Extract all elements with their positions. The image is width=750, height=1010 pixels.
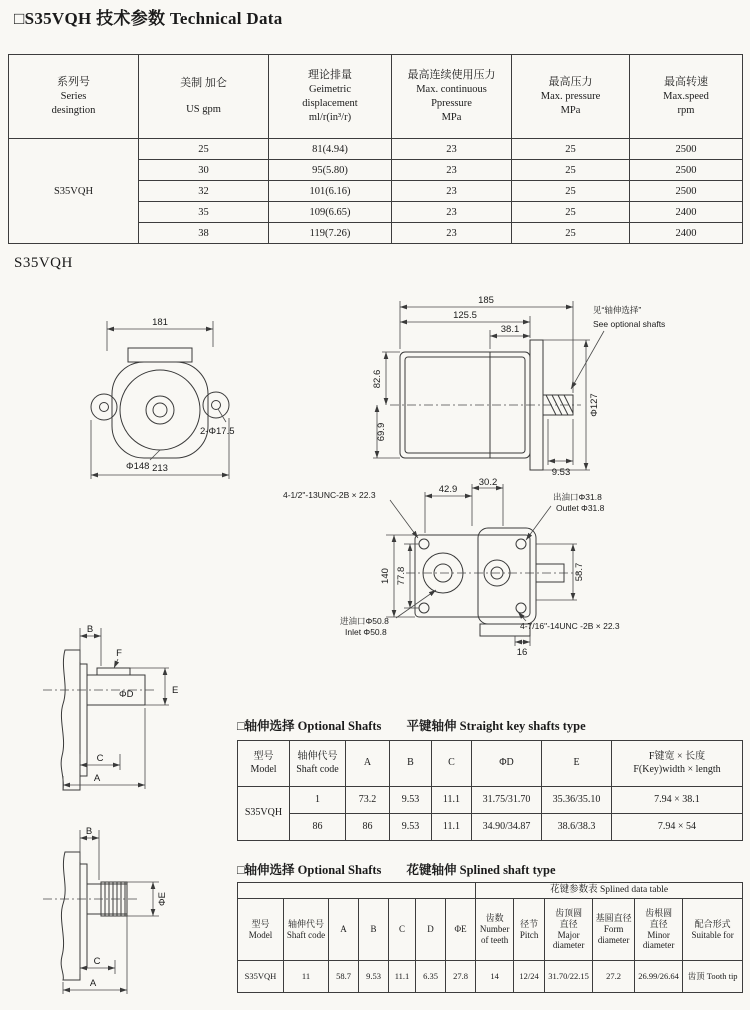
header-line: Suitable for — [691, 929, 734, 940]
ss-cell: 12/24 — [514, 961, 545, 993]
side-view-dimension-lines — [373, 301, 604, 470]
ks-cell: 86 — [346, 814, 390, 841]
spline-shaft-dim-a-label: A — [89, 978, 97, 989]
key-shaft-body — [61, 650, 145, 790]
ks-cell: 31.75/31.70 — [472, 787, 542, 814]
outlet-label-en: Outlet Φ31.8 — [556, 503, 605, 513]
header-line: Major — [557, 929, 580, 940]
key-shaft-dim-e-label: E — [172, 685, 179, 696]
header-line: displacement — [302, 97, 358, 109]
spec-cell: 95(5.80) — [269, 160, 392, 181]
side-flange-dia-dim-label: Φ127 — [589, 393, 600, 417]
ss-header-teeth — [476, 899, 514, 961]
spec-cell: 35 — [139, 202, 269, 223]
spec-cell: 2500 — [630, 139, 743, 160]
rear-thread-bottom-label: 4-7/16"-14UNC -2B × 22.3 — [520, 621, 620, 631]
ss-cell: 27.2 — [593, 961, 635, 993]
spec-cell: 30 — [139, 160, 269, 181]
ss-header-blank — [238, 883, 476, 899]
side-body-dim-label: 125.5 — [453, 310, 477, 321]
ss-header-e: ΦE — [446, 899, 476, 961]
spec-cell: 25 — [512, 181, 630, 202]
ss-header-major — [545, 899, 593, 961]
header-line: US gpm — [186, 103, 221, 115]
header-line: Number — [479, 924, 510, 935]
key-shaft-detail-drawing — [15, 612, 220, 817]
spec-cell: 23 — [392, 181, 512, 202]
header-line: Minor — [647, 929, 670, 940]
header-line: diameter — [642, 940, 675, 951]
ss-header-form — [593, 899, 635, 961]
header-line: rpm — [677, 104, 695, 116]
ks-header-model — [238, 741, 290, 787]
spline-shaft-dim-c-label: C — [93, 956, 101, 967]
header-line: 齿根圆 — [645, 907, 673, 918]
spec-cell: 25 — [139, 139, 269, 160]
ss-header-d: D — [416, 899, 446, 961]
header-line: desingtion — [51, 104, 96, 116]
ss-header-model — [238, 899, 284, 961]
spline-shaft-title: □轴伸选择 Optional Shafts — [237, 863, 382, 877]
spec-cell: 25 — [512, 202, 630, 223]
ks-header-d: ΦD — [472, 741, 542, 787]
side-port-face-dim-label: 38.1 — [500, 324, 520, 335]
header-line: 型号 — [253, 751, 274, 762]
header-max-pressure — [512, 55, 630, 139]
inlet-label-en: Inlet Φ50.8 — [345, 627, 387, 637]
spline-shaft-table — [237, 882, 743, 993]
ks-cell: 73.2 — [346, 787, 390, 814]
spec-cell: 23 — [392, 223, 512, 244]
spec-cell: 109(6.65) — [269, 202, 392, 223]
ss-header-shaft-code — [284, 899, 329, 961]
ss-header-c: C — [389, 899, 416, 961]
header-line: F(Key)width × length — [633, 763, 721, 775]
spec-cell: 25 — [512, 160, 630, 181]
ks-cell: 34.90/34.87 — [472, 814, 542, 841]
ks-header-b: B — [390, 741, 432, 787]
ks-header-e: E — [542, 741, 612, 787]
header-displacement — [269, 55, 392, 139]
ks-cell: 7.94 × 54 — [612, 814, 743, 841]
header-line: 最高连续使用压力 — [407, 68, 496, 81]
header-line: Max.speed — [663, 90, 709, 102]
ss-header-suitable — [683, 899, 743, 961]
header-line: 最高转速 — [664, 75, 708, 88]
spline-shaft-dim-e-label: ΦE — [157, 892, 168, 906]
spec-cell: 23 — [392, 139, 512, 160]
header-us-gpm — [139, 55, 269, 139]
header-max-continuous-pressure — [392, 55, 512, 139]
spec-cell: 2400 — [630, 223, 743, 244]
ss-cell: S35VQH — [238, 961, 284, 993]
header-line: 型号 — [251, 918, 270, 929]
ss-cell: 11.1 — [389, 961, 416, 993]
spline-shaft-dim-b-label: B — [85, 826, 93, 837]
rear-dim-140-label: 140 — [380, 568, 391, 584]
key-shaft-subtitle: 平键轴伸 Straight key shafts type — [406, 719, 586, 733]
header-line: 最高压力 — [548, 75, 593, 88]
rear-dim-16-label: 16 — [516, 647, 528, 658]
rear-thread-top-label: 4-1/2"-13UNC-2B × 22.3 — [283, 490, 376, 500]
header-line: Shaft code — [286, 929, 326, 940]
header-line: of teeth — [480, 934, 509, 945]
rear-dim-30-2-label: 30.2 — [478, 477, 498, 488]
header-line: diameter — [552, 940, 585, 951]
spec-cell: 2500 — [630, 160, 743, 181]
front-top-width-dim-label: 181 — [152, 317, 168, 328]
spline-shaft-subtitle: 花键轴伸 Splined shaft type — [406, 863, 556, 877]
outlet-label-cn: 出油口Φ31.8 — [553, 492, 602, 502]
header-line: Series — [60, 90, 87, 102]
header-line: 齿数 — [485, 913, 504, 924]
header-line: 轴伸代号 — [287, 918, 324, 929]
header-line: ml/r(in³/r) — [308, 112, 352, 123]
front-mount-holes-dim-label: 2-Φ17.5 — [200, 426, 235, 437]
ks-cell: 9.53 — [390, 787, 432, 814]
inlet-label-cn: 进油口Φ50.8 — [340, 616, 389, 626]
page-title: □S35VQH 技术参数 Technical Data — [14, 9, 283, 28]
technical-data-table — [8, 54, 743, 244]
header-line: Pitch — [519, 929, 539, 940]
header-line: Model — [250, 763, 277, 775]
key-shaft-table — [237, 740, 743, 841]
spec-cell: 25 — [512, 139, 630, 160]
rear-dim-77-8-label: 77.8 — [396, 566, 407, 586]
ss-header-minor — [635, 899, 683, 961]
side-lower-height-dim-label: 69.9 — [376, 422, 387, 442]
key-shaft-dim-d-label: ΦD — [119, 689, 134, 700]
ss-cell: 9.53 — [359, 961, 389, 993]
ss-cell: 26.99/26.64 — [635, 961, 683, 993]
side-upper-height-dim-label: 82.6 — [372, 369, 383, 389]
ks-model-cell: S35VQH — [238, 787, 290, 841]
spec-cell: 81(4.94) — [269, 139, 392, 160]
ks-header-a: A — [346, 741, 390, 787]
header-line: Shaft code — [296, 763, 339, 775]
header-line: 理论排量 — [308, 68, 352, 81]
header-line: 美制 加仑 — [180, 76, 227, 89]
ks-cell: 7.94 × 38.1 — [612, 787, 743, 814]
header-line: Max. continuous — [416, 83, 487, 95]
series-value-cell: S35VQH — [9, 139, 139, 244]
ss-cell: 6.35 — [416, 961, 446, 993]
header-line: Form — [603, 924, 624, 935]
key-shaft-dim-a-label: A — [93, 773, 101, 784]
header-line: Geimetric — [309, 83, 351, 95]
ss-header-pitch — [514, 899, 545, 961]
ss-cell: 31.70/22.15 — [545, 961, 593, 993]
ss-cell: 齿顶 Tooth tip — [683, 961, 743, 993]
ss-header-a: A — [329, 899, 359, 961]
key-shaft-dim-c-label: C — [96, 753, 104, 764]
section-heading: S35VQH — [14, 255, 73, 271]
front-bottom-width-dim-label: 213 — [152, 463, 168, 474]
spline-shaft-detail-drawing — [15, 818, 220, 1010]
ss-cell: 27.8 — [446, 961, 476, 993]
spec-cell: 2500 — [630, 181, 743, 202]
key-shaft-dim-b-label: B — [86, 624, 94, 635]
spec-cell: 2400 — [630, 202, 743, 223]
header-line: Ppressure — [431, 97, 472, 109]
ks-cell: 11.1 — [432, 814, 472, 841]
rear-dim-58-7-label: 58.7 — [574, 562, 585, 582]
header-line: MPa — [560, 104, 581, 116]
ss-cell: 11 — [284, 961, 329, 993]
spec-cell: 32 — [139, 181, 269, 202]
front-pilot-dim-label: Φ148 — [126, 461, 150, 472]
ks-header-key — [612, 741, 743, 787]
side-key-dim-label: 9.53 — [551, 467, 571, 478]
header-line: 系列号 — [57, 75, 90, 88]
pump-side-view-drawing — [368, 283, 683, 493]
spline-shaft-section-title — [237, 860, 556, 878]
header-line: 直径 — [559, 918, 578, 929]
header-line: 配合形式 — [694, 918, 731, 929]
ss-header-spline-group: 花键参数表 Splined data table — [476, 883, 743, 899]
ks-cell: 38.6/38.3 — [542, 814, 612, 841]
ss-cell: 58.7 — [329, 961, 359, 993]
header-line: 轴伸代号 — [297, 751, 338, 762]
ks-header-c: C — [432, 741, 472, 787]
ks-header-shaft-code — [290, 741, 346, 787]
ks-cell: 1 — [290, 787, 346, 814]
pump-front-view-drawing — [60, 293, 260, 498]
spec-cell: 38 — [139, 223, 269, 244]
spec-cell: 119(7.26) — [269, 223, 392, 244]
header-line: F键宽 × 长度 — [648, 751, 706, 762]
header-line: MPa — [441, 112, 462, 123]
side-overall-dim-label: 185 — [478, 295, 494, 306]
ks-cell: 86 — [290, 814, 346, 841]
spec-cell: 23 — [392, 202, 512, 223]
header-max-speed — [630, 55, 743, 139]
spec-cell: 25 — [512, 223, 630, 244]
spline-shaft-dimension-lines — [63, 830, 159, 994]
header-line: Max. pressure — [540, 90, 601, 102]
rear-dim-42-9-label: 42.9 — [438, 484, 458, 495]
header-line: diameter — [597, 934, 630, 945]
optional-shaft-note-cn: 见“轴伸选择” — [593, 305, 642, 315]
spec-cell: 23 — [392, 160, 512, 181]
ss-header-b: B — [359, 899, 389, 961]
header-line: 径节 — [520, 918, 539, 929]
key-shaft-dim-f-label: F — [116, 648, 122, 659]
key-shaft-title: □轴伸选择 Optional Shafts — [237, 719, 382, 733]
ks-cell: 11.1 — [432, 787, 472, 814]
pump-rear-view-drawing — [268, 478, 693, 663]
header-line: 直径 — [649, 918, 668, 929]
ks-cell: 9.53 — [390, 814, 432, 841]
optional-shaft-note-en: See optional shafts — [593, 319, 666, 329]
header-series — [9, 55, 139, 139]
header-line: 基圆直径 — [595, 913, 632, 924]
header-line: 齿顶圆 — [555, 907, 583, 918]
spec-cell: 101(6.16) — [269, 181, 392, 202]
key-shaft-section-title — [237, 716, 586, 734]
header-line: Model — [248, 929, 273, 940]
ss-cell: 14 — [476, 961, 514, 993]
pump-front-body — [91, 348, 229, 458]
ks-cell: 35.36/35.10 — [542, 787, 612, 814]
